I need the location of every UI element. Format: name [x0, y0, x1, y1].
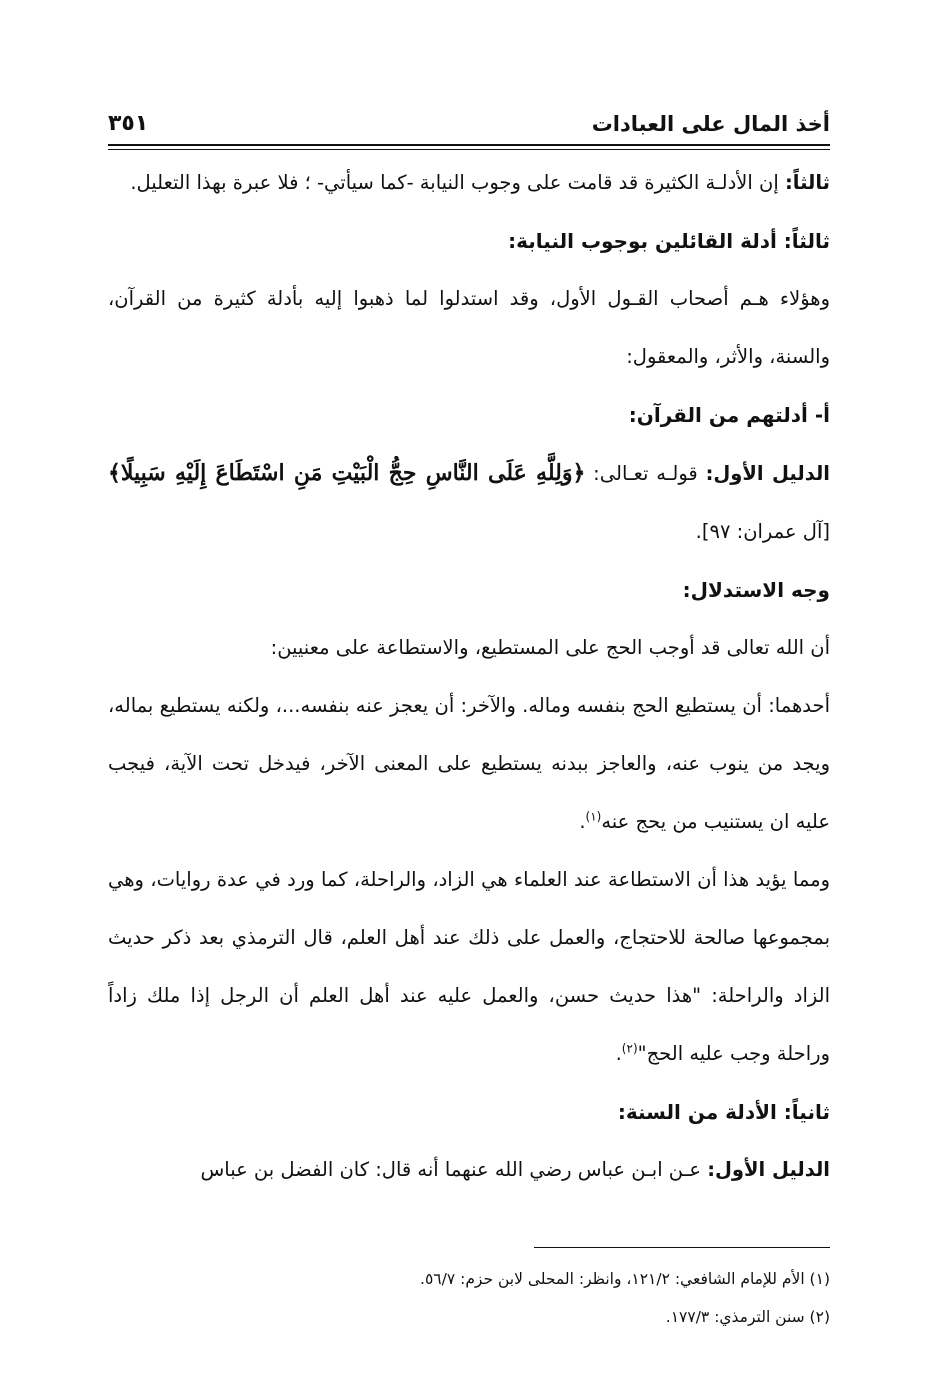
heading-inference: وجه الاستدلال: — [682, 578, 830, 602]
body-text — [108, 154, 830, 1199]
quran-verse: ﴿وَلِلَّهِ عَلَى النَّاسِ حِجُّ الْبَيْتِ مَنِ اسْتَطَاعَ إِلَيْهِ سَبِيلًا﴾ — [108, 460, 586, 486]
header-rule — [108, 144, 830, 150]
paragraph-3-intro: قولـه تعـالى: — [585, 462, 706, 485]
paragraph-6-end: . — [615, 1042, 622, 1065]
paragraph-3-lead: الدليل الأول: — [705, 462, 830, 485]
paragraph-2: وهؤلاء هـم أصحاب القـول الأول، وقد استدلوا لما ذهبوا إليه بأدلة كثيرة من القرآن، والسنة، والأثر، والمعقول: — [108, 287, 830, 368]
paragraph-7 — [108, 1141, 830, 1199]
footnote-2: (٢) سنن الترمذي: ١٧٧/٣. — [665, 1308, 830, 1326]
running-header — [108, 96, 830, 136]
paragraph-4: أن الله تعالى قد أوجب الحج على المستطيع، والاستطاعة على معنيين: — [270, 636, 830, 659]
heading-proofs-of-obligation: ثالثاً: أدلة القائلين بوجوب النيابة: — [508, 229, 830, 253]
paragraph-1-lead: ثالثاً: — [784, 171, 830, 194]
paragraph-7-lead: الدليل الأول: — [707, 1158, 830, 1181]
running-title: أخذ المال على العبادات — [591, 112, 830, 136]
book-page — [108, 96, 830, 1336]
paragraph-6 — [108, 851, 830, 1083]
paragraph-6-text: ومما يؤيد هذا أن الاستطاعة عند العلماء هي الزاد، والراحلة، كما ورد في عدة روايات، وهي بمجموعها صالحة للاحتجاج، والعمل على ذلك عند أهل العلم، قال الترمذي بعد ذكر حديث الزاد والراحلة: "هذا حديث حسن، والعمل عليه عند أهل العلم أن الرجل إذا ملك زاداً وراحلة وجب عليه الحج" — [108, 868, 830, 1065]
paragraph-5 — [108, 677, 830, 851]
page-number: ٣٥١ — [108, 111, 149, 136]
heading-sunnah-proofs: ثانياً: الأدلة من السنة: — [617, 1100, 830, 1124]
heading-quran-proofs: أ- أدلتهم من القرآن: — [628, 403, 830, 427]
paragraph-1 — [108, 154, 830, 212]
footnote-1: (١) الأم للإمام الشافعي: ١٢١/٢، وانظر: المحلى لابن حزم: ٥٦/٧. — [420, 1270, 830, 1288]
paragraph-7-text: عـن ابـن عباس رضي الله عنهما أنه قال: كان الفضل بن عباس — [200, 1158, 708, 1181]
paragraph-1-text: إن الأدلـة الكثيرة قد قامت على وجوب النيابة -كما سيأتي- ؛ فلا عبرة بهذا التعليل. — [130, 171, 785, 194]
paragraph-5-end: . — [579, 810, 586, 833]
footnotes — [108, 1260, 830, 1336]
footnote-rule — [534, 1247, 830, 1248]
footnote-ref-1: (١) — [585, 809, 602, 824]
paragraph-5-text: أحدهما: أن يستطيع الحج بنفسه وماله. والآخر: أن يعجز عنه بنفسه...، ولكنه يستطيع بماله، ويجد من ينوب عنه، والعاجز ببدنه يستطيع على المعنى الآخر، فيدخل تحت الآية، فيجب عليه ان يستنيب من يحج عنه — [108, 694, 830, 833]
paragraph-3 — [108, 444, 830, 561]
verse-reference: [آل عمران: ٩٧]. — [695, 520, 830, 543]
footnote-ref-2: (٢) — [621, 1041, 638, 1056]
